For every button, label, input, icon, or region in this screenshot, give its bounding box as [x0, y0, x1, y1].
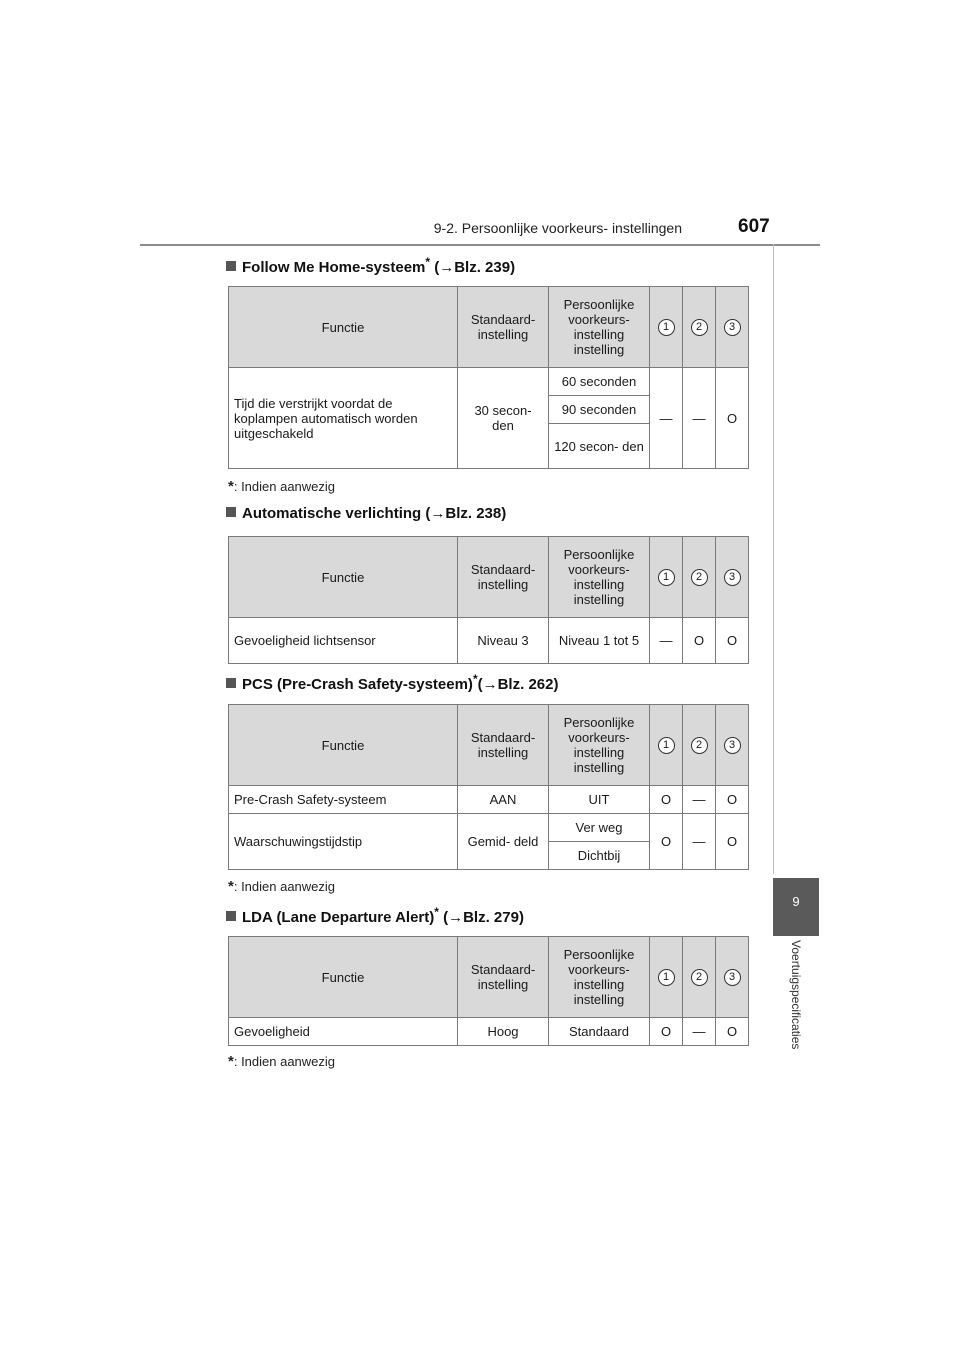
table-row: 120 secon- den — [229, 424, 749, 469]
section-heading-lda: LDA (Lane Departure Alert)* (→Blz. 279) — [226, 905, 524, 926]
table-pcs — [228, 704, 749, 870]
side-rule — [773, 244, 774, 874]
table-lda — [228, 936, 749, 1046]
section-title: 9-2. Persoonlijke voorkeurs- instellingen — [433, 220, 682, 236]
header-rule — [140, 244, 820, 246]
table-row: Pre-Crash Safety-systeem AAN UIT O — O — [229, 786, 749, 814]
table-row: Gevoeligheid lichtsensor Niveau 3 Niveau 1 tot 5 — O O — [229, 618, 749, 664]
col-persoonlijk: Persoonlijke voorkeurs- instelling instelling — [549, 287, 650, 368]
table-row: Gevoeligheid Hoog Standaard O — O — [229, 1018, 749, 1046]
table-row: Waarschuwingstijdstip Gemid- deld Ver weg O — O — [229, 814, 749, 842]
col-circle-2: 2 — [683, 287, 716, 368]
table-row: 90 seconden — [229, 396, 749, 424]
footnote: *: Indien aanwezig — [228, 878, 336, 895]
footnote: *: Indien aanwezig — [228, 478, 336, 495]
col-functie: Functie — [229, 287, 458, 368]
col-circle-3: 3 — [716, 287, 749, 368]
table-follow-me-home — [228, 286, 749, 469]
page-number: 607 — [738, 216, 770, 237]
col-circle-1: 1 — [650, 287, 683, 368]
table-row: Dichtbij — [229, 842, 749, 870]
table-header-row: Functie Standaard- instelling Persoonlijke voorkeurs- instelling instelling 1 2 3 — [229, 705, 749, 786]
section-heading-follow-me-home: Follow Me Home-systeem* (→Blz. 239) — [226, 255, 515, 276]
chapter-tab: 9 — [773, 878, 819, 936]
chapter-label: Voertuigspecificaties — [789, 940, 803, 1050]
section-heading-pcs: PCS (Pre-Crash Safety-systeem)*(→Blz. 262) — [226, 672, 558, 693]
footnote: *: Indien aanwezig — [228, 1053, 336, 1070]
table-automatische-verlichting — [228, 536, 749, 664]
table-row: Tijd die verstrijkt voordat de koplampen automatisch worden uitgeschakeld 30 secon- den 60 seconden — — O — [229, 368, 749, 396]
col-standaard: Standaard- instelling — [458, 287, 549, 368]
table-header-row: Functie Standaard- instelling Persoonlijke voorkeurs- instelling instelling 1 2 3 — [229, 937, 749, 1018]
section-heading-automatische-verlichting: Automatische verlichting (→Blz. 238) — [226, 505, 506, 522]
table-header-row — [229, 287, 749, 368]
table-header-row: Functie Standaard- instelling Persoonlijke voorkeurs- instelling instelling 1 2 3 — [229, 537, 749, 618]
